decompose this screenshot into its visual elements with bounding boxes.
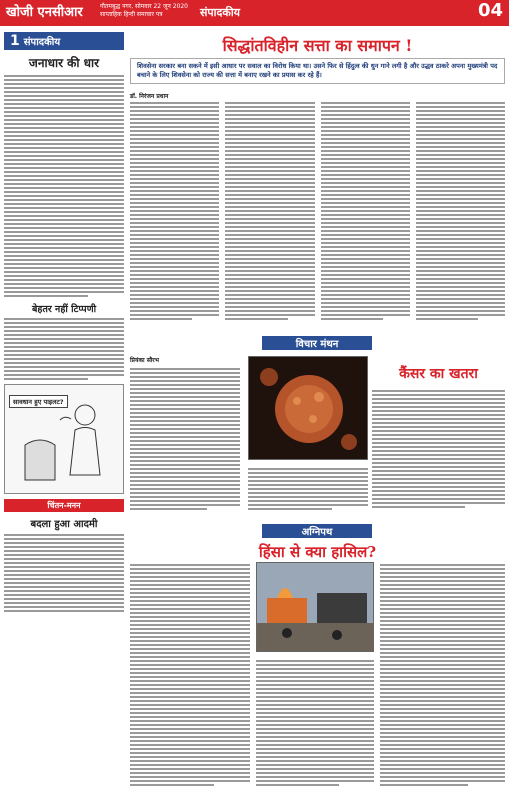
cancer-cell-photo: [248, 356, 368, 460]
editorial-cartoon: [4, 384, 124, 494]
editorial-column: [4, 32, 124, 614]
editorial-title: जनाधार की धार: [28, 56, 100, 70]
cancer-cell-graphic: [249, 357, 368, 460]
editorial-subhead: बेहतर नहीं टिप्पणी: [31, 304, 97, 315]
masthead-date: [100, 3, 188, 19]
editorial-label-number: 1: [10, 33, 20, 49]
editorial-label: [4, 32, 124, 50]
editorial-subhead-body: [4, 318, 124, 380]
chintan-manan-body: [4, 534, 124, 612]
editorial-label-text: संपादकीय: [23, 37, 61, 48]
vichar-manthan-headline: कैंसर का खतरा: [399, 366, 478, 382]
vichar-manthan-body-right: [372, 388, 505, 516]
vichar-manthan-body-middle: [248, 466, 368, 518]
vichar-manthan-byline: प्रियंका सौरभ: [130, 357, 159, 364]
agnipath-body-right: [380, 562, 505, 794]
agnipath-body-left: [130, 562, 250, 794]
section-title: संपादकीय: [200, 6, 241, 19]
editorial-body: [4, 75, 124, 297]
main-article-body: [130, 100, 505, 328]
agnipath-headline: हिंसा से क्या हासिल?: [258, 543, 377, 561]
masthead-date-line-2: साप्ताहिक हिन्दी समाचार पत्र: [100, 11, 163, 18]
masthead-bar: [0, 0, 509, 26]
main-headline: सिद्धांतविहीन सत्ता का समापन !: [222, 36, 413, 55]
agnipath-body-middle: [256, 658, 374, 794]
vichar-manthan-banner: विचार मंथन: [262, 336, 372, 350]
masthead-date-line-1: गौतमबुद्ध नगर, सोमवार 22 जून 2020: [100, 3, 188, 10]
protest-graphic: [257, 563, 374, 652]
masthead-brand: खोजी एनसीआर: [6, 5, 83, 20]
main-byline: डॉ. निरंजन प्रधान: [130, 93, 169, 100]
chintan-manan-label: चिंतन-मनन: [4, 499, 124, 512]
vichar-manthan-body-left: [130, 366, 240, 516]
main-deck: शिवसेना सरकार बना सकने में इसी आधार पर सवाल का विरोध किया था। उसने फिर से हिंदुत्व की धुन गाने लगी है और उद्धव ठाकरे अपना मुख्यमंत्री पद बचाने के लिए शिवसेना को राज्य की सत्ता में बनाए रखने का प्रयास कर रहे हैं।: [130, 58, 505, 84]
page-number: 04: [477, 0, 503, 21]
chintan-manan-title: बदला हुआ आदमी: [30, 519, 98, 530]
agnipath-banner: अग्निपथ: [262, 524, 372, 538]
cartoon-caption: सावधान हुए पाइलट?: [9, 395, 68, 408]
agnipath-protest-photo: [256, 562, 374, 652]
